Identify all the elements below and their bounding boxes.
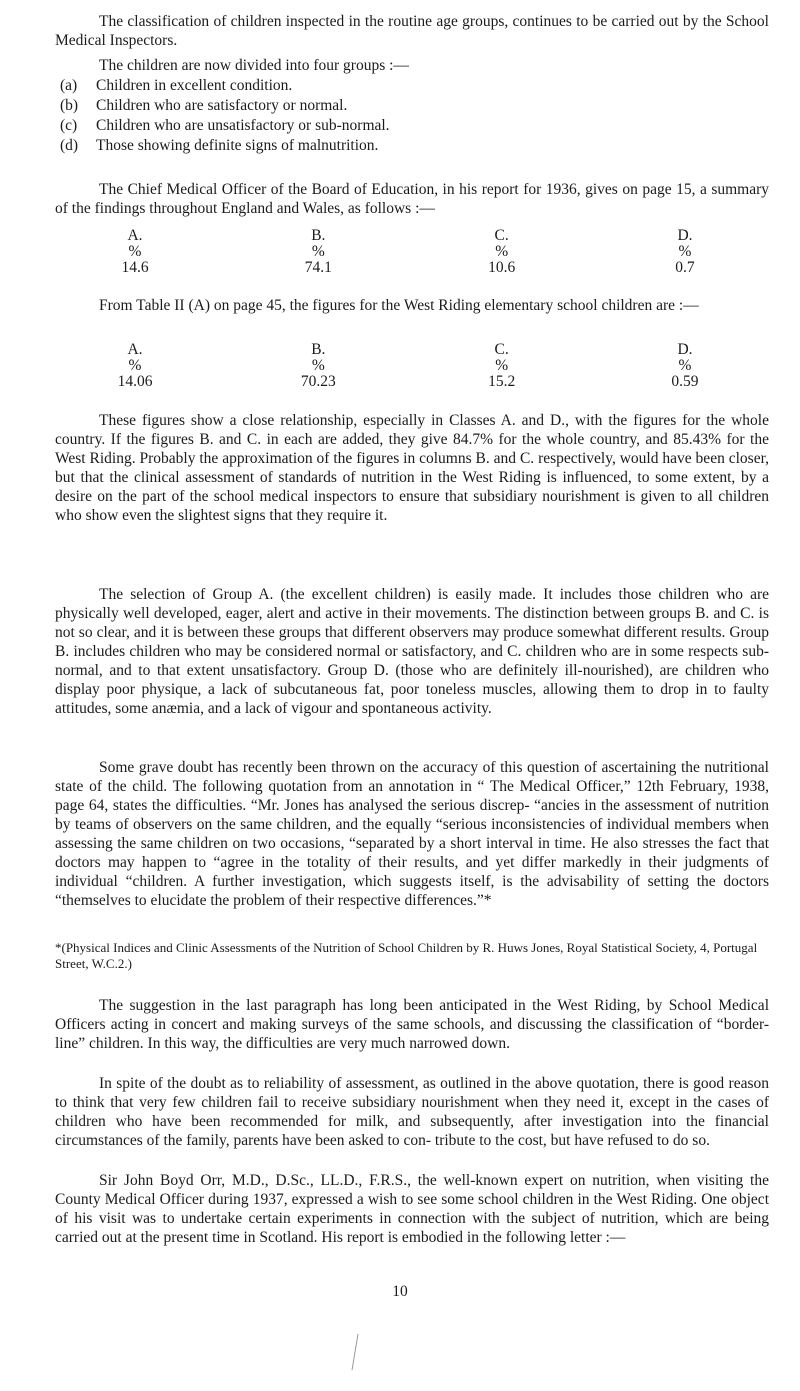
- figure-label: D.: [677, 341, 693, 358]
- paragraph-relationship: These figures show a close relationship, especially in Classes A. and D., with the figures for the whole country. If the figures B. and C. in each are added, they give 84.7% for the whole country, and 85.43% for the West Riding. Probably the approximation of the figures in columns B. and C. respectively, would have been closer, but that the clinical assessment of standards of nutrition in the West Riding is influenced, to some extent, by a desire on the part of the school medical inspectors to ensure that subsidiary nourishment is given to all children who show even the slightest signs that they require it.: [55, 412, 769, 524]
- figure-value: 0.59: [671, 373, 699, 390]
- paragraph-classification: The classification of children inspected in the routine age groups, continues to be carried out by the School Medical Inspectors.: [55, 13, 769, 49]
- figure-label: A.: [127, 341, 143, 358]
- list-item: [60, 76, 760, 96]
- figure-value: 14.06: [117, 373, 153, 390]
- paragraph-table-reference: From Table II (A) on page 45, the figures for the West Riding elementary school children are :—: [99, 297, 699, 314]
- figure-column: [457, 228, 547, 276]
- list-item: [60, 136, 760, 156]
- figure-column: [90, 342, 180, 390]
- figure-value: 15.2: [488, 373, 516, 390]
- list-item-text: Children who are unsatisfactory or sub-normal.: [96, 117, 390, 134]
- list-item: [60, 96, 760, 116]
- pencil-mark-icon: [350, 1332, 360, 1372]
- figure-value: 14.6: [121, 259, 149, 276]
- figure-value: 74.1: [304, 259, 332, 276]
- figure-column: [640, 342, 730, 390]
- figure-unit: %: [311, 243, 325, 260]
- west-riding-figures: [90, 342, 730, 390]
- list-item-text: Those showing definite signs of malnutrition.: [96, 137, 379, 154]
- paragraph-grave-doubt: Some grave doubt has recently been thrown on the accuracy of this question of ascertaining the nutritional state of the child. The following quotation from an annotation in “ The Medical Officer,” 12th February, 1938, page 64, states the difficulties. “Mr. Jones has analysed the serious discrep- “ancies in the assessment of nutrition by teams of observers on the same children, and the equally “serious inconsistencies of individual members when assessing the same children on two occasions, “separated by a short interval in time. He also stresses the fact that doctors may happen to “agree in the totality of their results, and yet differ markedly in their judgments of individual “children. A further investigation, which suggests itself, is the advisability of setting the doctors “themselves to elucidate the problem of their respective differences.”*: [55, 759, 769, 909]
- paragraph-chief-medical-officer: The Chief Medical Officer of the Board of Education, in his report for 1936, gives on page 15, a summary of the findings throughout England and Wales, as follows :—: [55, 181, 769, 217]
- figure-unit: %: [678, 243, 692, 260]
- groups-intro: The children are now divided into four groups :—: [99, 57, 409, 74]
- figure-label: B.: [311, 227, 326, 244]
- figure-column: [90, 228, 180, 276]
- figure-column: [457, 342, 547, 390]
- list-item-key: (a): [60, 77, 78, 94]
- paragraph-reliability: In spite of the doubt as to reliability of assessment, as outlined in the above quotation, there is good reason to think that very few children fail to receive subsidiary nourishment when they need it, except in the cases of children who have been recommended for milk, and subsequently, after investigation into the financial circumstances of the family, parents have been asked to con- tribute to the cost, but have refused to do so.: [55, 1075, 769, 1149]
- list-item-text: Children in excellent condition.: [96, 77, 293, 94]
- list-item-key: (c): [60, 117, 78, 134]
- list-item-key: (b): [60, 97, 79, 114]
- page-number: 10: [392, 1283, 408, 1300]
- figure-label: D.: [677, 227, 693, 244]
- figure-label: B.: [311, 341, 326, 358]
- figure-column: [640, 228, 730, 276]
- list-item-key: (d): [60, 137, 79, 154]
- figure-column: [273, 342, 363, 390]
- figure-unit: %: [311, 357, 325, 374]
- groups-list: [60, 76, 760, 156]
- figure-unit: %: [495, 357, 509, 374]
- figure-unit: %: [128, 357, 142, 374]
- figure-label: C.: [494, 341, 509, 358]
- list-item-text: Children who are satisfactory or normal.: [96, 97, 348, 114]
- figure-column: [273, 228, 363, 276]
- paragraph-boyd-orr: Sir John Boyd Orr, M.D., D.Sc., LL.D., F.R.S., the well-known expert on nutrition, when visiting the County Medical Officer during 1937, expressed a wish to see some school children in the West Riding. One object of his visit was to undertake certain experiments in connection with the subject of nutrition, which are being carried out at the present time in Scotland. His report is embodied in the following letter :—: [55, 1172, 769, 1246]
- figure-label: A.: [127, 227, 143, 244]
- paragraph-suggestion: The suggestion in the last paragraph has long been anticipated in the West Riding, by School Medical Officers acting in concert and making surveys of the same schools, and discussing the classification of “border-line” children. In this way, the difficulties are very much narrowed down.: [55, 997, 769, 1052]
- paragraph-group-selection: The selection of Group A. (the excellent children) is easily made. It includes those children who are physically well developed, eager, alert and active in their movements. The distinction between groups B. and C. is not so clear, and it is between these groups that different observers may produce somewhat different results. Group B. includes children who may be considered normal or satisfactory, and C. children who are in some respects sub-normal, and to that extent unsatisfactory. Group D. (those who are definitely ill-nourished), are children who display poor physique, a lack of subcutaneous fat, poor toneless muscles, allowing them to drop in to faulty attitudes, some anæmia, and a lack of vigour and spontaneous activity.: [55, 586, 769, 717]
- figure-unit: %: [495, 243, 509, 260]
- footnote: *(Physical Indices and Clinic Assessments of the Nutrition of School Children by R. Huws Jones, Royal Statistical Society, 4, Portugal Street, W.C.2.): [55, 940, 758, 971]
- figure-value: 10.6: [488, 259, 516, 276]
- figure-unit: %: [678, 357, 692, 374]
- figure-value: 70.23: [300, 373, 336, 390]
- england-wales-figures: [90, 228, 730, 276]
- list-item: [60, 116, 760, 136]
- figure-label: C.: [494, 227, 509, 244]
- figure-value: 0.7: [675, 259, 695, 276]
- figure-unit: %: [128, 243, 142, 260]
